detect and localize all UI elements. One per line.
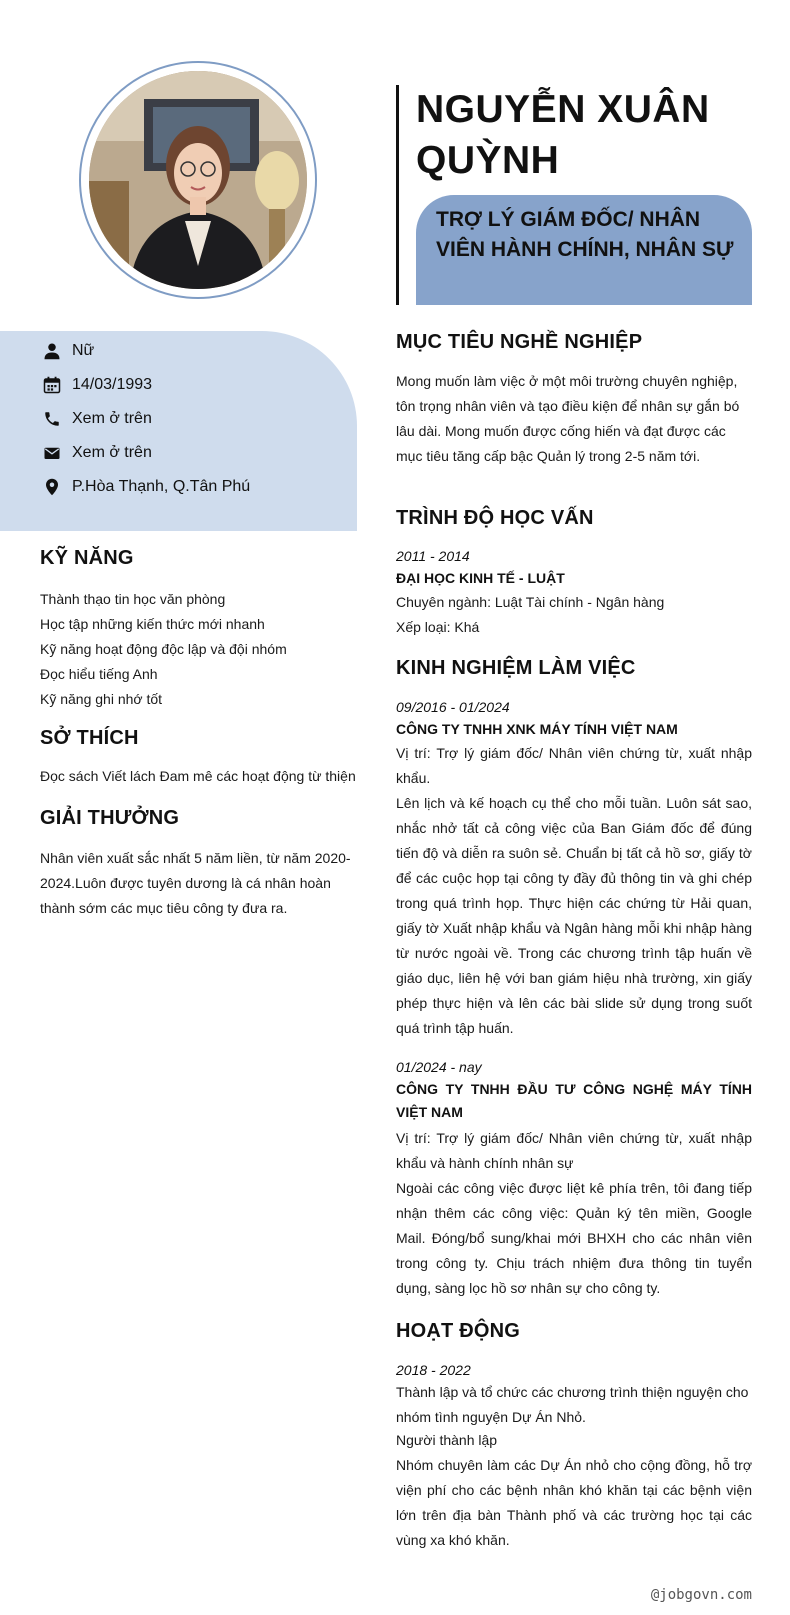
- header-accent-bar: [396, 85, 399, 305]
- skill-item: Thành thạo tin học văn phòng: [40, 591, 226, 607]
- contact-birthdate: [42, 373, 152, 397]
- contact-gender-text: Nữ: [72, 342, 95, 359]
- education-major: Chuyên ngành: Luật Tài chính - Ngân hàng: [396, 594, 665, 610]
- hobbies-text: Đọc sách Viết lách Đam mê các hoạt động từ thiện: [40, 768, 356, 784]
- job-period: 09/2016 - 01/2024: [396, 699, 510, 715]
- objective-heading: MỤC TIÊU NGHỀ NGHIỆP: [396, 331, 643, 353]
- contact-address: [42, 475, 250, 499]
- job-company: CÔNG TY TNHH XNK MÁY TÍNH VIỆT NAM: [396, 721, 678, 737]
- activities-heading: HOẠT ĐỘNG: [396, 1320, 521, 1342]
- hobbies-heading: SỞ THÍCH: [40, 727, 139, 749]
- person-icon: [42, 341, 62, 361]
- skill-item: Học tập những kiến thức mới nhanh: [40, 616, 265, 632]
- calendar-icon: [42, 375, 62, 395]
- job-period: 01/2024 - nay: [396, 1059, 482, 1075]
- profile-photo-frame: [79, 61, 317, 299]
- contact-phone: [42, 407, 152, 431]
- awards-text: Nhân viên xuất sắc nhất 5 năm liền, từ năm 2020-2024.Luôn được tuyên dương là cá nhân hoàn thành sớm các mục tiêu công ty đưa ra.: [40, 850, 351, 916]
- role-title: TRỢ LÝ GIÁM ĐỐC/ NHÂN VIÊN HÀNH CHÍNH, NHÂN SỰ: [436, 208, 734, 261]
- watermark: @jobgovn.com: [650, 1587, 752, 1603]
- job-position: Vị trí: Trợ lý giám đốc/ Nhân viên chứng từ, xuất nhập khẩu và hành chính nhân sự: [396, 1130, 752, 1171]
- contact-address-text: P.Hòa Thạnh, Q.Tân Phú: [72, 478, 251, 495]
- job-description: Ngoài các công việc được liệt kê phía trên, tôi đang tiếp nhận thêm các công việc: Quản ký tên miền, Google Mail. Đóng/bổ sung/khai mới BHXH cho các nhân viên trong công ty. Chịu trách nhiệm đưa thông tin tuyển dụng, sàng lọc hồ sơ nhân sự cho công ty.: [396, 1180, 752, 1296]
- contact-email-text: Xem ở trên: [72, 444, 152, 461]
- job-description: Lên lịch và kế hoạch cụ thể cho mỗi tuần. Luôn sát sao, nhắc nhở tất cả công việc của Ban Giám đốc để đúng tiến độ và diễn ra suôn sẻ. Chuẩn bị tất cả hồ sơ, giấy tờ để các cuộc họp tại công ty đầy đủ thông tin và ghi chép trong quá trình họp. Thực hiện các chứng từ Hải quan, giấy tờ Xuất nhập khẩu và Ngân hàng mỗi khi nhập hàng từ nước ngoài về. Trong các chương trình tập huấn về giáo dục, liên hệ với ban giám hiệu nhà trường, xin giấy phép thực hiện và lên các bài slide sử dụng trong suốt quá trình tập huấn.: [396, 795, 752, 1036]
- education-school: ĐẠI HỌC KINH TẾ - LUẬT: [396, 570, 565, 586]
- contact-birthdate-text: 14/03/1993: [72, 376, 153, 393]
- contact-email: [42, 441, 152, 465]
- awards-heading: GIẢI THƯỞNG: [40, 807, 180, 829]
- contact-phone-text: Xem ở trên: [72, 410, 152, 427]
- profile-photo: [89, 71, 307, 289]
- education-grade: Xếp loại: Khá: [396, 619, 480, 635]
- contact-gender: [42, 339, 94, 363]
- activity-role: Người thành lập: [396, 1432, 498, 1448]
- skill-item: Kỹ năng hoạt động độc lập và đội nhóm: [40, 641, 287, 657]
- education-heading: TRÌNH ĐỘ HỌC VẤN: [396, 507, 594, 529]
- education-period: 2011 - 2014: [396, 548, 470, 564]
- skills-list: [40, 587, 360, 712]
- job-position: Vị trí: Trợ lý giám đốc/ Nhân viên chứng từ, xuất nhập khẩu.: [396, 745, 752, 786]
- candidate-name: NGUYỄN XUÂN QUỲNH: [416, 88, 710, 182]
- activity-description: Nhóm chuyên làm các Dự Án nhỏ cho cộng đồng, hỗ trợ viện phí cho các bệnh nhân khó khăn tại các bệnh viện lớn trên địa bàn Thành phố và các trường học tại các vùng xa khó khăn.: [396, 1457, 752, 1548]
- phone-icon: [42, 409, 62, 429]
- activity-period: 2018 - 2022: [396, 1362, 471, 1378]
- skill-item: Đọc hiểu tiếng Anh: [40, 666, 158, 682]
- objective-text: Mong muốn làm việc ở một môi trường chuyên nghiệp, tôn trọng nhân viên và tạo điều kiện để nhân sự gắn bó lâu dài. Mong muốn được cống hiến và đạt được các mục tiêu tăng cấp bậc Quản lý trong 2-5 năm tới.: [396, 373, 740, 464]
- skills-heading: KỸ NĂNG: [40, 547, 134, 569]
- mail-icon: [42, 443, 62, 463]
- experience-heading: KINH NGHIỆM LÀM VIỆC: [396, 657, 636, 679]
- role-banner: [416, 195, 752, 305]
- skill-item: Kỹ năng ghi nhớ tốt: [40, 691, 163, 707]
- activity-title: Thành lập và tổ chức các chương trình thiện nguyện cho nhóm tình nguyện Dự Án Nhỏ.: [396, 1384, 749, 1425]
- location-pin-icon: [42, 477, 62, 497]
- job-company: CÔNG TY TNHH ĐẦU TƯ CÔNG NGHỆ MÁY TÍNH VIỆT NAM: [396, 1081, 752, 1120]
